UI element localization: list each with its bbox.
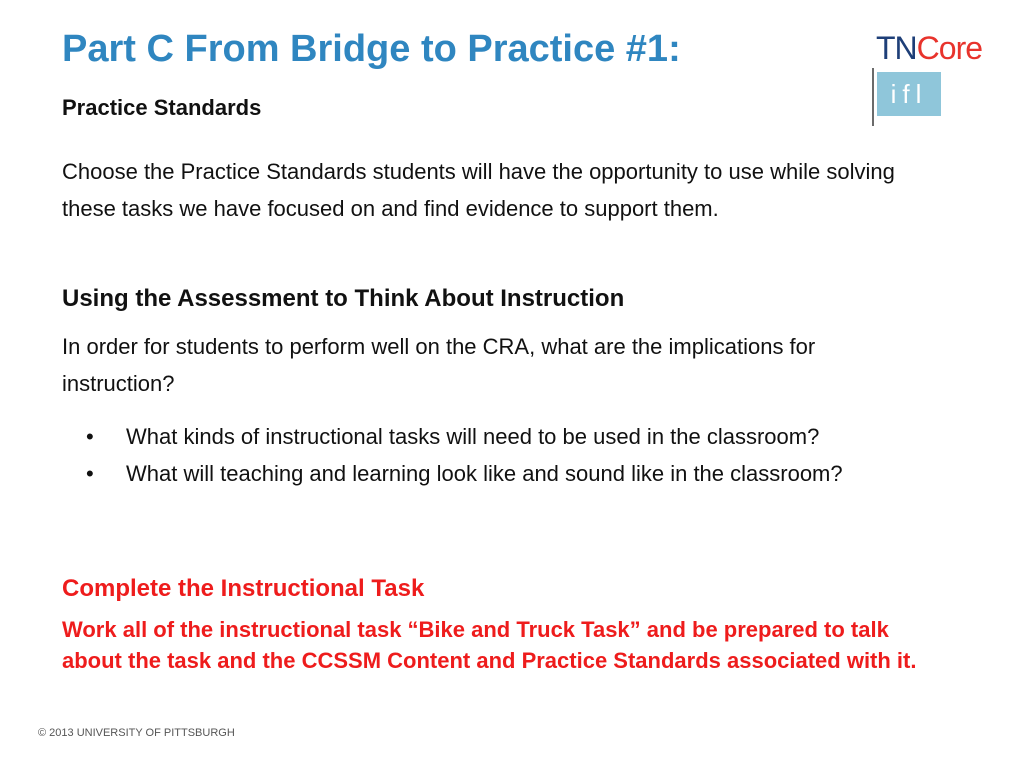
assessment-paragraph: In order for students to perform well on the CRA, what are the implications for instruction? (62, 334, 816, 396)
tncore-ifl-logo (872, 30, 1004, 128)
subtitle: Practice Standards (62, 95, 262, 120)
logo-tn-text: TN (876, 30, 917, 66)
bullet-icon: • (86, 461, 94, 486)
section-heading-task: Complete the Instructional Task (62, 575, 425, 602)
task-paragraph: Work all of the instructional task “Bike and Truck Task” and be prepared to talk about the task and the CCSSM Content and Practice Standards associated with it. (62, 617, 917, 673)
copyright-footer: © 2013 UNIVERSITY OF PITTSBURGH (38, 727, 235, 739)
logo-core-text: Core (916, 30, 983, 66)
logo-divider (872, 68, 874, 126)
intro-paragraph: Choose the Practice Standards students will have the opportunity to use while solving these tasks we have focused on and find evidence to support them. (62, 159, 895, 221)
list-item-text: What kinds of instructional tasks will need to be used in the classroom? (126, 424, 820, 449)
list-item-text: What will teaching and learning look like and sound like in the classroom? (126, 461, 843, 486)
page-title: Part C From Bridge to Practice #1: (62, 28, 681, 70)
tncore-logo (876, 30, 982, 66)
list-item (62, 418, 862, 455)
bullet-icon: • (86, 424, 94, 449)
section-heading-assessment: Using the Assessment to Think About Instruction (62, 285, 625, 312)
question-list (62, 418, 862, 492)
list-item (62, 455, 862, 492)
ifl-logo: ifl (877, 72, 941, 116)
